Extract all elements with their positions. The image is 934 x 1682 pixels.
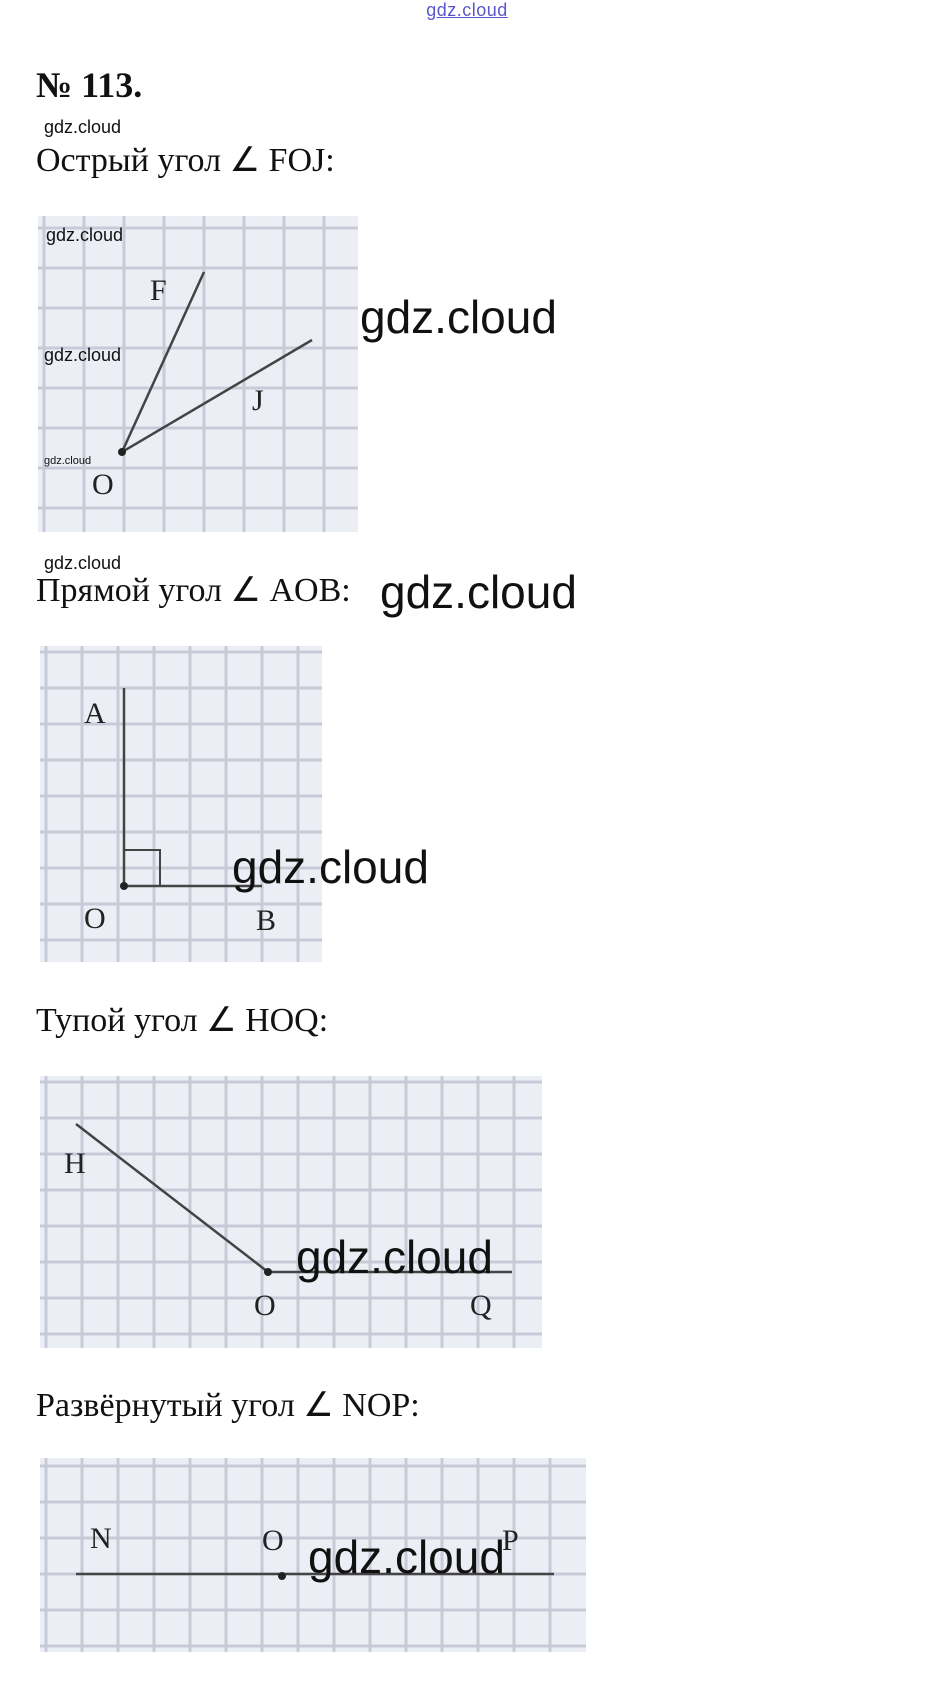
vertex-point <box>264 1268 272 1276</box>
watermark-large: gdz.cloud <box>232 841 429 893</box>
vertex-point <box>120 882 128 890</box>
point-label-b: B <box>256 904 277 937</box>
watermark-large: gdz.cloud <box>308 1531 505 1583</box>
point-label-o: O <box>84 902 106 935</box>
point-label-j: J <box>252 384 264 417</box>
point-label-o: O <box>254 1289 276 1322</box>
point-label-p: P <box>502 1524 519 1557</box>
acute-angle-figure <box>38 216 358 532</box>
watermark-large: gdz.cloud <box>360 291 557 343</box>
watermark-label: gdz.cloud <box>46 225 124 245</box>
watermark-label: gdz.cloud <box>44 117 122 137</box>
point-label-o: O <box>92 468 114 501</box>
problem-number: № 113. <box>36 65 143 105</box>
point-label-n: N <box>90 1522 112 1555</box>
watermark-label: gdz.cloud <box>44 455 92 467</box>
point-label-q: Q <box>470 1289 492 1322</box>
point-label-o: O <box>262 1524 284 1557</box>
heading-obtuse-angle: Тупой угол ∠ HOQ: <box>36 1002 329 1039</box>
point-label-f: F <box>150 274 167 307</box>
right-angle-figure <box>40 646 322 962</box>
heading-right-angle: Прямой угол ∠ AOB: <box>36 572 351 609</box>
vertex-point <box>278 1572 286 1580</box>
watermark-label: gdz.cloud <box>44 553 122 573</box>
point-label-a: A <box>84 697 106 730</box>
watermark-top: gdz.cloud <box>426 0 508 20</box>
obtuse-angle-figure <box>40 1076 542 1348</box>
watermark-large: gdz.cloud <box>380 566 577 618</box>
point-label-h: H <box>64 1147 86 1180</box>
vertex-point <box>118 448 126 456</box>
heading-straight-angle: Развёрнутый угол ∠ NOP: <box>36 1387 420 1424</box>
watermark-label: gdz.cloud <box>44 345 122 365</box>
watermark-large: gdz.cloud <box>296 1231 493 1283</box>
heading-acute-angle: Острый угол ∠ FOJ: <box>36 142 335 179</box>
